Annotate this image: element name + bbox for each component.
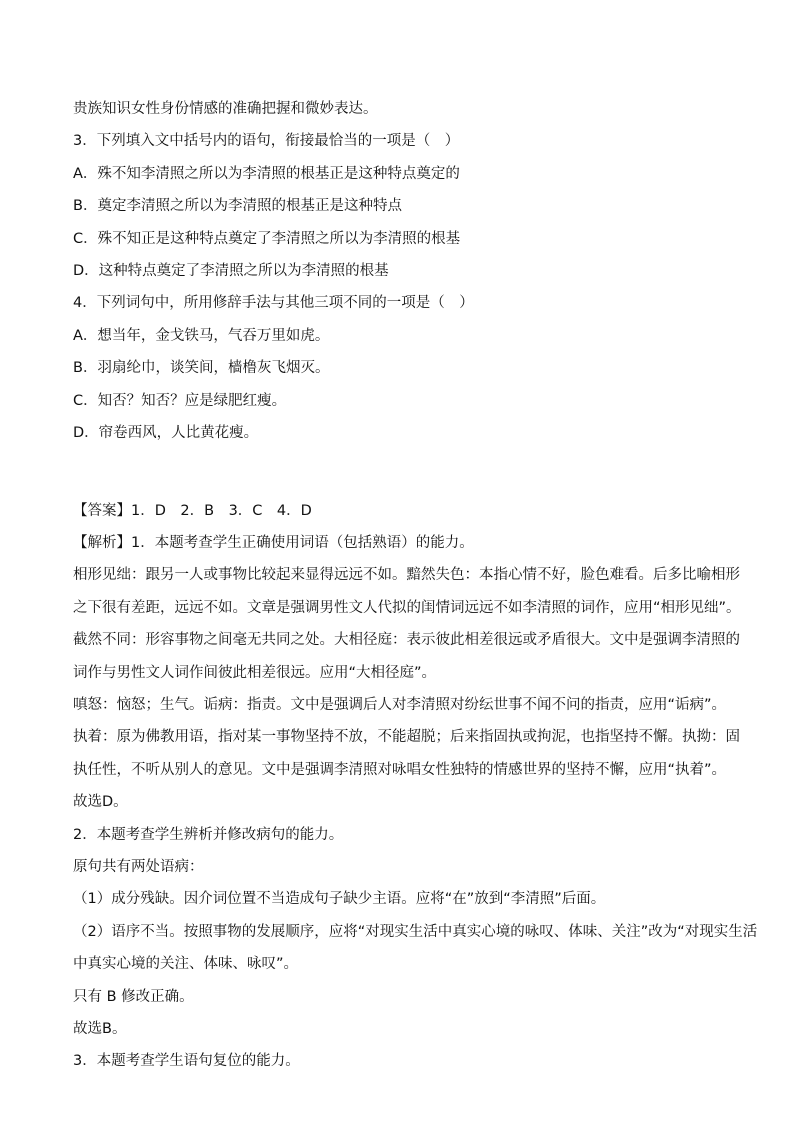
question-4-option-c: C．知否？知否？应是绿肥红瘦。 bbox=[73, 392, 287, 409]
analysis-line: 中真实心境的关注、体味、咏叹”。 bbox=[73, 956, 299, 973]
analysis-line: 执着：原为佛教用语，指对某一事物坚持不放，不能超脱；后来指固执或拘泥，也指坚持不懈。执拗：固 bbox=[73, 729, 740, 746]
question-4-option-b: B．羽扇纶巾，谈笑间，樯橹灰飞烟灭。 bbox=[73, 360, 330, 377]
question-3-option-d: D．这种特点奠定了李清照之所以为李清照的根基 bbox=[73, 262, 389, 279]
question-3-option-c: C．殊不知正是这种特点奠定了李清照之所以为李清照的根基 bbox=[73, 230, 461, 247]
question-3-option-b: B．奠定李清照之所以为李清照的根基正是这种特点 bbox=[73, 198, 402, 215]
paragraph-line: 贵族知识女性身份情感的准确把握和微妙表达。 bbox=[73, 101, 378, 117]
blank-line bbox=[73, 455, 723, 488]
analysis-line: 截然不同：形容事物之间毫无共同之处。大相径庭：表示彼此相差很远或矛盾很大。文中是强调李清照的 bbox=[73, 632, 740, 649]
question-4-stem: 4．下列词句中，所用修辞手法与其他三项不同的一项是（ ） bbox=[73, 295, 474, 312]
question-4-option-d: D．帘卷西风，人比黄花瘦。 bbox=[73, 424, 259, 441]
analysis-line: 故选B。 bbox=[73, 1020, 127, 1037]
question-3-option-a: A．殊不知李清照之所以为李清照的根基正是这种特点奠定的 bbox=[73, 165, 460, 182]
analysis-line: 故选D。 bbox=[73, 794, 128, 811]
analysis-line: 原句共有两处语病： bbox=[73, 858, 204, 875]
analysis-line: 词作与男性文人词作间彼此相差很远。应用“大相径庭”。 bbox=[73, 664, 437, 681]
analysis-line: 执任性，不听从别人的意见。文中是强调李清照对咏唱女性独特的情感世界的坚持不懈，应用“执着”。 bbox=[73, 761, 727, 778]
analysis-line: 之下很有差距，远远不如。文章是强调男性文人代拟的闺情词远远不如李清照的词作，应用“相形见绌”。 bbox=[73, 599, 741, 616]
analysis-line: 嗔怒：恼怒；生气。诟病：指责。文中是强调后人对李清照对纷纭世事不闻不问的指责，应用“诟病”。 bbox=[73, 697, 727, 714]
analysis-line: 相形见绌：跟另一人或事物比较起来显得远远不如。黯然失色：本指心情不好，脸色难看。后多比喻相形 bbox=[73, 567, 740, 584]
analysis-line: 只有 B 修改正确。 bbox=[73, 988, 194, 1005]
answer-line: 【答案】1．D 2．B 3．C 4．D bbox=[73, 502, 312, 519]
analysis-line: （2）语序不当。按照事物的发展顺序，应将“对现实生活中真实心境的咏叹、体味、关注”改为“对现实生活 bbox=[73, 923, 758, 940]
analysis-heading: 【解析】1．本题考查学生正确使用词语（包括熟语）的能力。 bbox=[73, 535, 474, 552]
analysis-line: （1）成分残缺。因介词位置不当造成句子缺少主语。应将“在”放到“李清照”后面。 bbox=[73, 891, 606, 908]
analysis-line: 2．本题考查学生辨析并修改病句的能力。 bbox=[73, 826, 344, 843]
question-4-option-a: A．想当年，金戈铁马，气吞万里如虎。 bbox=[73, 327, 330, 344]
analysis-line: 3．本题考查学生语句复位的能力。 bbox=[73, 1053, 300, 1070]
document-body bbox=[73, 99, 758, 1084]
question-3-stem: 3．下列填入文中括号内的语句，衔接最恰当的一项是（ ） bbox=[73, 133, 460, 150]
